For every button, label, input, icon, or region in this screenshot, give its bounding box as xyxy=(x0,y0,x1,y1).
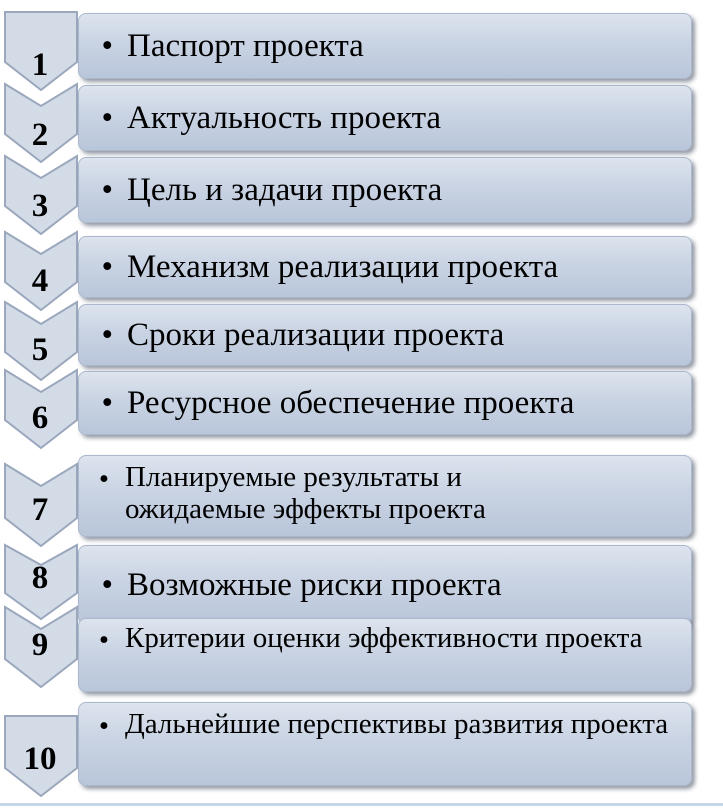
step-number: 8 xyxy=(31,560,49,596)
item-box xyxy=(78,702,692,786)
step-number: 9 xyxy=(31,627,49,663)
item-box xyxy=(78,618,692,692)
step-number: 4 xyxy=(31,263,49,299)
item-text: Ресурсное обеспечение проекта xyxy=(127,384,575,421)
item-text: Актуальность проекта xyxy=(127,99,442,136)
step-number: 10 xyxy=(23,741,57,777)
bullet-icon: • xyxy=(101,99,113,136)
item-box xyxy=(78,85,692,151)
item-text: Сроки реализации проекта xyxy=(127,316,505,353)
step-number: 6 xyxy=(31,400,49,436)
step-number: 2 xyxy=(31,117,49,153)
item-text: Цель и задачи проекта xyxy=(127,171,443,208)
item-box xyxy=(78,371,692,435)
bullet-icon: • xyxy=(101,384,113,421)
item-text: Планируемые результаты и ожидаемые эффекты проекта xyxy=(125,461,486,525)
item-text: Критерии оценки эффективности проекта xyxy=(125,622,643,654)
item-box xyxy=(78,545,692,625)
bullet-icon: • xyxy=(101,248,113,285)
item-box xyxy=(78,455,692,537)
step-number: 5 xyxy=(31,332,49,368)
bullet-icon: • xyxy=(101,171,113,208)
item-text: Дальнейшие перспективы развития проекта xyxy=(125,708,669,740)
bullet-icon: • xyxy=(101,27,113,64)
step-number: 3 xyxy=(31,188,49,224)
item-box xyxy=(78,236,692,298)
item-text: Возможные риски проекта xyxy=(127,566,502,603)
step-number: 7 xyxy=(31,492,49,528)
bullet-icon: • xyxy=(98,463,109,495)
bullet-icon: • xyxy=(101,566,113,603)
step-number: 1 xyxy=(31,47,49,83)
item-box xyxy=(78,157,692,223)
divider xyxy=(0,803,723,806)
item-box xyxy=(78,13,692,79)
item-box xyxy=(78,304,692,366)
item-text: Паспорт проекта xyxy=(127,27,364,64)
bullet-icon: • xyxy=(101,316,113,353)
bullet-icon: • xyxy=(98,710,109,742)
bullet-icon: • xyxy=(98,624,109,656)
item-text: Механизм реализации проекта xyxy=(127,248,559,285)
